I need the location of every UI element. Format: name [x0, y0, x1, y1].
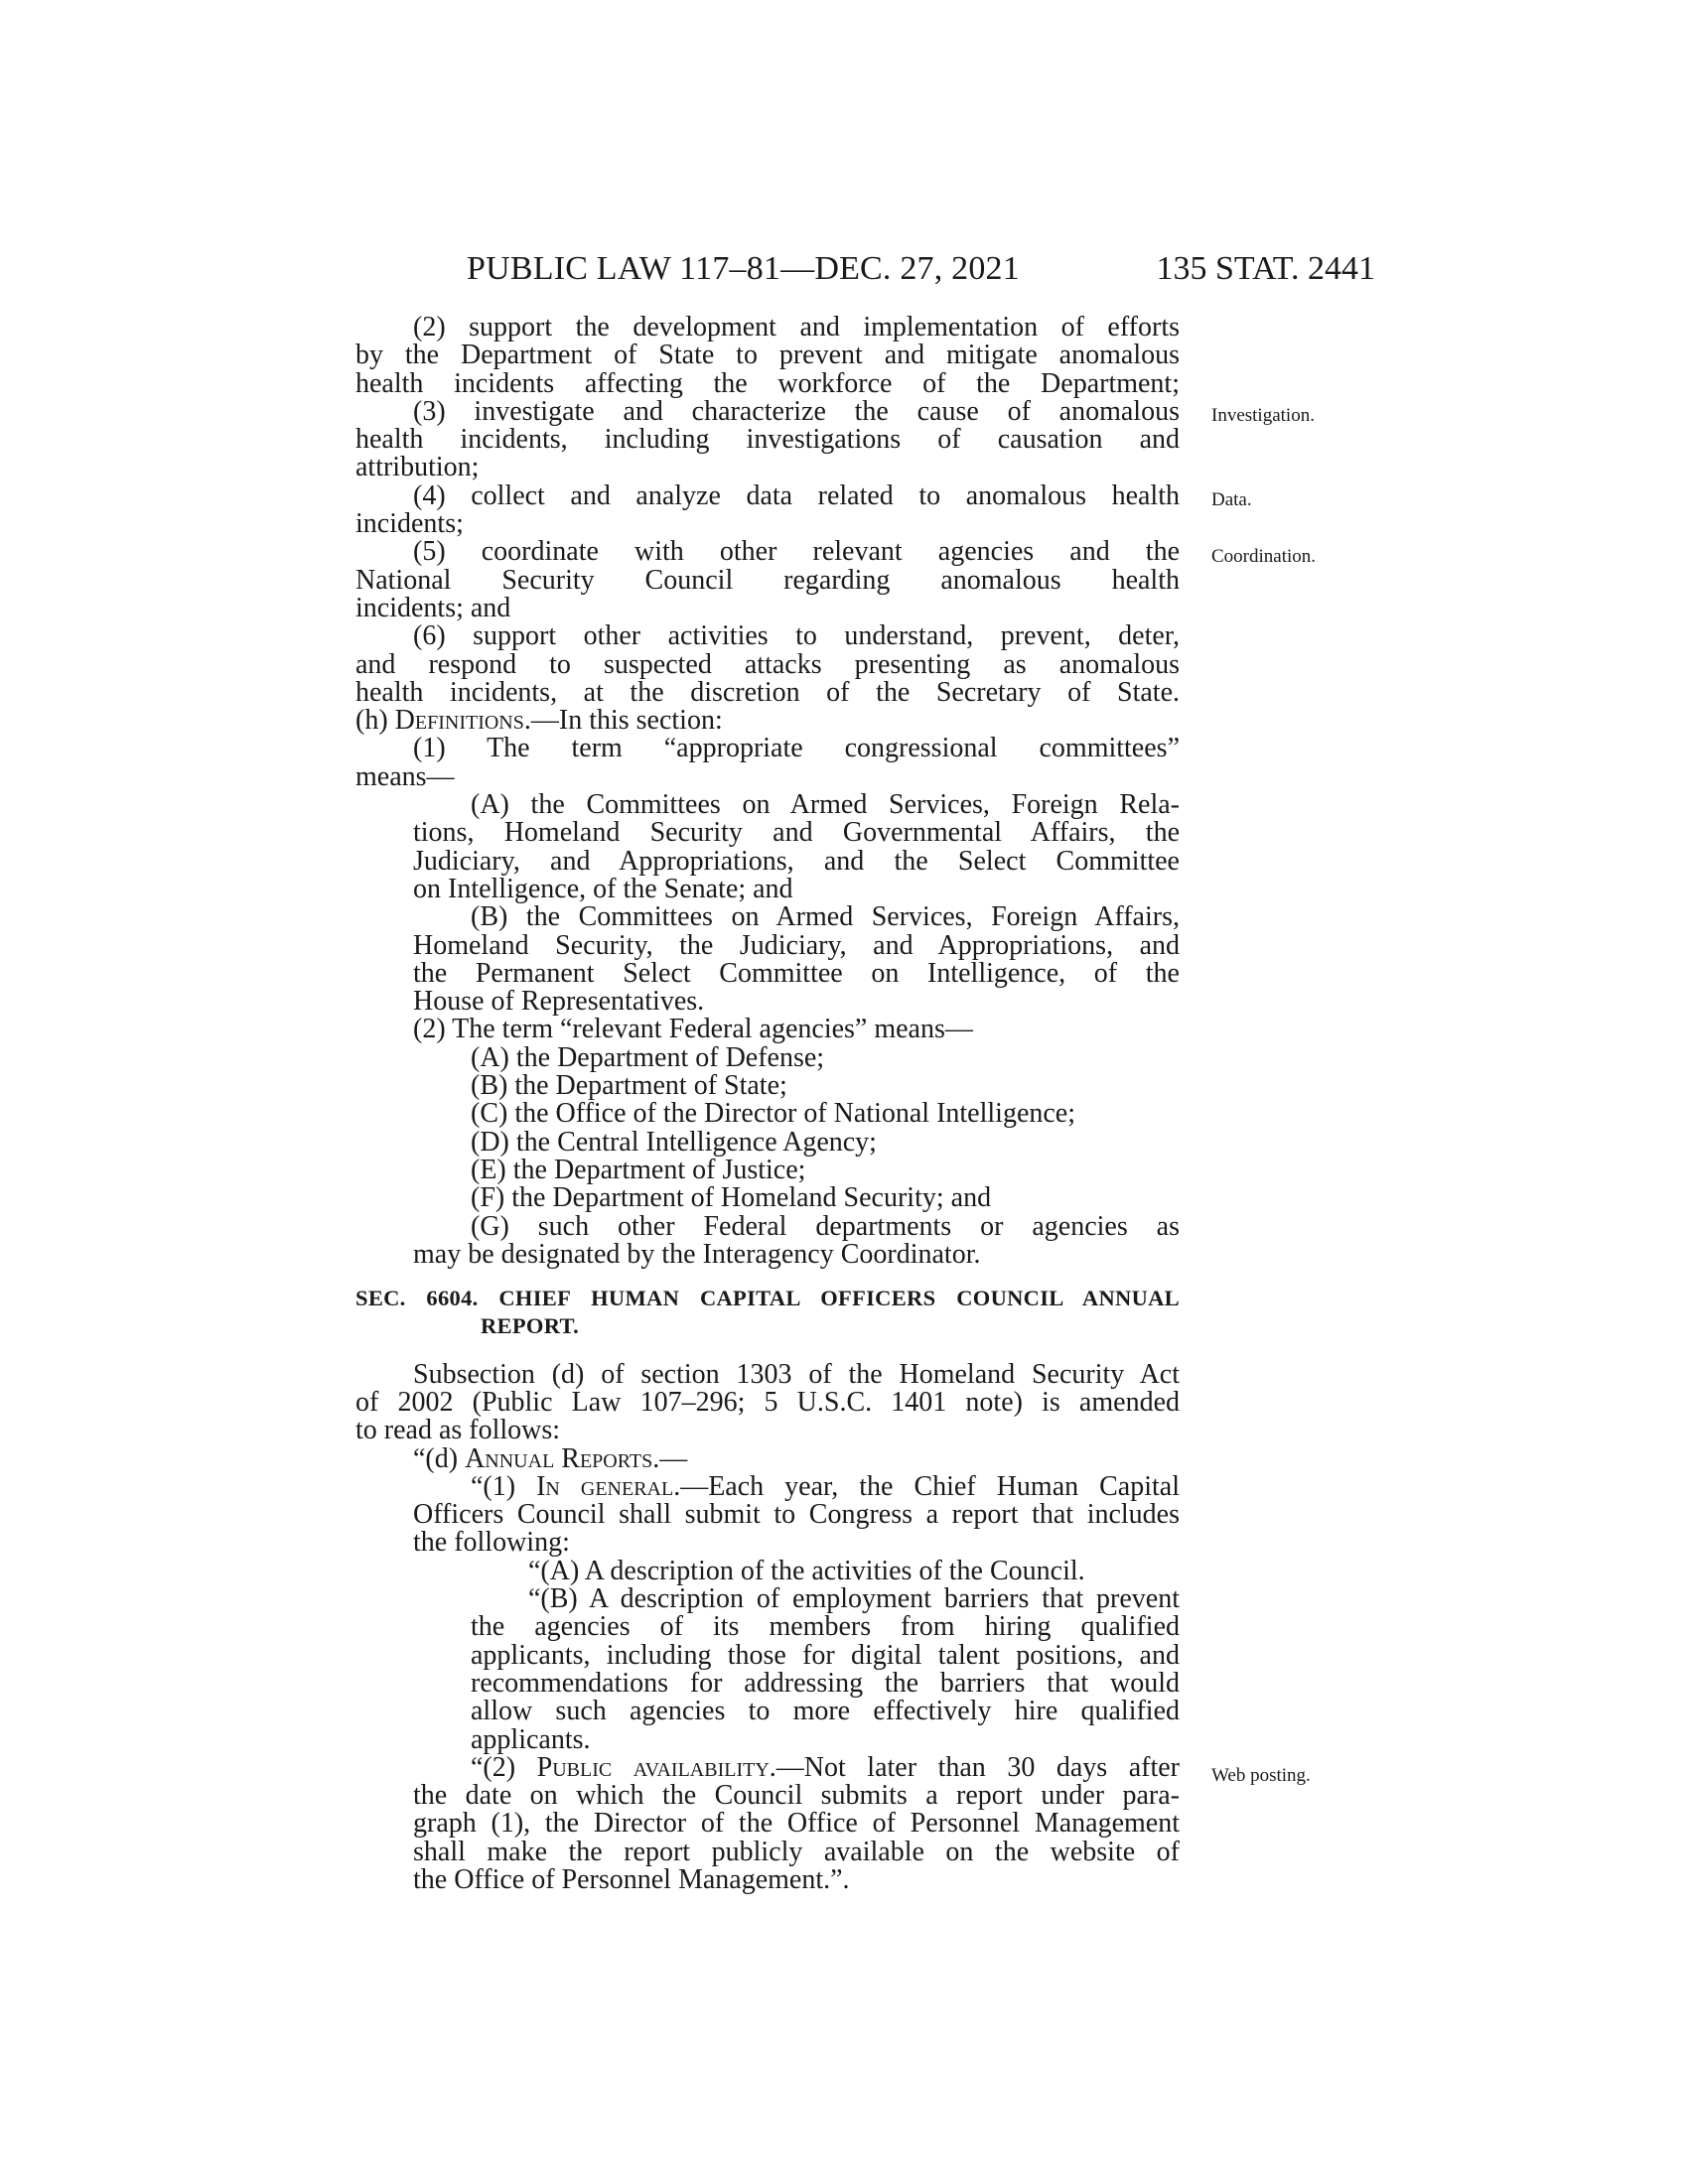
- text-line: applicants.: [471, 1723, 591, 1755]
- text-line: (1) The term “appropriate congressional committees”: [413, 733, 1180, 764]
- text-run: “(2): [471, 1751, 537, 1783]
- text-line: (A) the Committees on Armed Services, Foreign Rela-: [471, 789, 1180, 821]
- text-run: “(d): [413, 1442, 466, 1474]
- definitions-heading: Definitions: [394, 705, 524, 737]
- text-line: allow such agencies to more effectively hire qualified: [471, 1696, 1180, 1727]
- margin-note-investigation: Investigation.: [1211, 405, 1315, 426]
- text-line: attribution;: [355, 452, 480, 483]
- text-line: applicants, including those for digital talent positions, and: [471, 1639, 1180, 1671]
- text-line: tions, Homeland Security and Governmental Affairs, the: [413, 817, 1180, 849]
- text-line: graph (1), the Director of the Office of Personnel Management: [413, 1808, 1180, 1840]
- text-run: (h): [355, 705, 395, 737]
- text-line: the Office of Personnel Management.”.: [413, 1864, 850, 1896]
- text-line: (5) coordinate with other relevant agencies and the: [413, 536, 1180, 568]
- text-line: Subsection (d) of section 1303 of the Homeland Security Act: [413, 1358, 1180, 1390]
- annual-reports-heading: Annual Reports: [465, 1442, 653, 1474]
- text-line: to read as follows:: [355, 1415, 561, 1446]
- list-item: (B) the Department of State;: [471, 1070, 787, 1102]
- list-item: (G) such other Federal departments or agencies as: [471, 1210, 1180, 1242]
- list-item: (E) the Department of Justice;: [471, 1154, 806, 1185]
- list-item: (A) the Department of Defense;: [471, 1041, 825, 1073]
- text-line: National Security Council regarding anomalous health: [355, 564, 1180, 596]
- text-line: may be designated by the Interagency Coordinator.: [413, 1238, 981, 1270]
- margin-note-data: Data.: [1211, 489, 1252, 510]
- text-line: Judiciary, and Appropriations, and the Select Committee: [413, 845, 1180, 877]
- text-line: means—: [355, 760, 455, 792]
- section-heading-line: REPORT.: [481, 1313, 580, 1339]
- margin-note-web-posting: Web posting.: [1211, 1765, 1311, 1786]
- text-line: (6) support other activities to understand, prevent, deter,: [413, 620, 1180, 652]
- section-heading: [355, 1285, 1180, 1341]
- list-item: (C) the Office of the Director of National Intelligence;: [471, 1098, 1076, 1130]
- public-availability-heading: Public availability: [536, 1751, 770, 1783]
- text-line: the Permanent Select Committee on Intelligence, of the: [413, 957, 1180, 989]
- subsection-d-heading: [355, 1442, 1180, 1474]
- text-line: [355, 1470, 1180, 1502]
- list-item: (D) the Central Intelligence Agency;: [471, 1126, 877, 1158]
- in-general-heading: In general: [536, 1470, 674, 1502]
- text-line: House of Representatives.: [413, 986, 705, 1018]
- text-line: the date on which the Council submits a report under para-: [413, 1780, 1180, 1812]
- text-line: Officers Council shall submit to Congress a report that includes: [413, 1499, 1180, 1531]
- document-body: [355, 314, 1180, 1894]
- text-line: of 2002 (Public Law 107–296; 5 U.S.C. 1401 note) is amended: [355, 1386, 1180, 1418]
- law-citation-header: PUBLIC LAW 117–81—DEC. 27, 2021: [467, 250, 1020, 287]
- list-item: (F) the Department of Homeland Security; and: [471, 1182, 992, 1214]
- margin-note-coordination: Coordination.: [1211, 546, 1317, 567]
- text-line: incidents;: [355, 508, 464, 540]
- text-line: health incidents, including investigations of causation and: [355, 424, 1180, 456]
- text-line: (4) collect and analyze data related to anomalous health: [413, 479, 1180, 511]
- text-line: (3) investigate and characterize the cause of anomalous: [413, 395, 1180, 427]
- text-run: “(1): [471, 1470, 537, 1502]
- text-line: [355, 1751, 1180, 1783]
- text-run: .—Not later than 30 days after: [769, 1751, 1180, 1783]
- text-run: .—: [652, 1442, 688, 1474]
- subsection-h-heading: [355, 707, 1180, 735]
- text-line: and respond to suspected attacks presenting as anomalous: [355, 648, 1180, 680]
- section-heading-line: SEC. 6604. CHIEF HUMAN CAPITAL OFFICERS COUNCIL ANNUAL: [355, 1286, 1180, 1311]
- text-line: incidents; and: [355, 592, 511, 623]
- text-line: (2) The term “relevant Federal agencies” means—: [413, 1014, 973, 1045]
- text-line: health incidents affecting the workforce of the Department;: [355, 367, 1180, 399]
- text-line: (2) support the development and implementation of efforts: [413, 312, 1180, 342]
- text-run: .—Each year, the Chief Human Capital: [673, 1470, 1180, 1502]
- text-line: shall make the report publicly available on the website of: [413, 1836, 1180, 1867]
- text-line: Homeland Security, the Judiciary, and Appropriations, and: [413, 929, 1180, 961]
- text-line: (B) the Committees on Armed Services, Foreign Affairs,: [471, 901, 1180, 933]
- text-run: .—In this section:: [523, 705, 723, 737]
- text-line: by the Department of State to prevent and mitigate anomalous: [355, 340, 1180, 371]
- text-line: the agencies of its members from hiring qualified: [471, 1611, 1180, 1643]
- stat-page-header: 135 STAT. 2441: [1156, 250, 1375, 287]
- text-line: on Intelligence, of the Senate; and: [413, 873, 793, 904]
- text-line: health incidents, at the discretion of the Secretary of State.: [355, 676, 1180, 708]
- text-line: the following:: [413, 1527, 570, 1559]
- text-line: recommendations for addressing the barriers that would: [471, 1667, 1180, 1699]
- text-line: “(A) A description of the activities of the Council.: [528, 1555, 1085, 1586]
- text-line: “(B) A description of employment barriers that prevent: [528, 1583, 1180, 1615]
